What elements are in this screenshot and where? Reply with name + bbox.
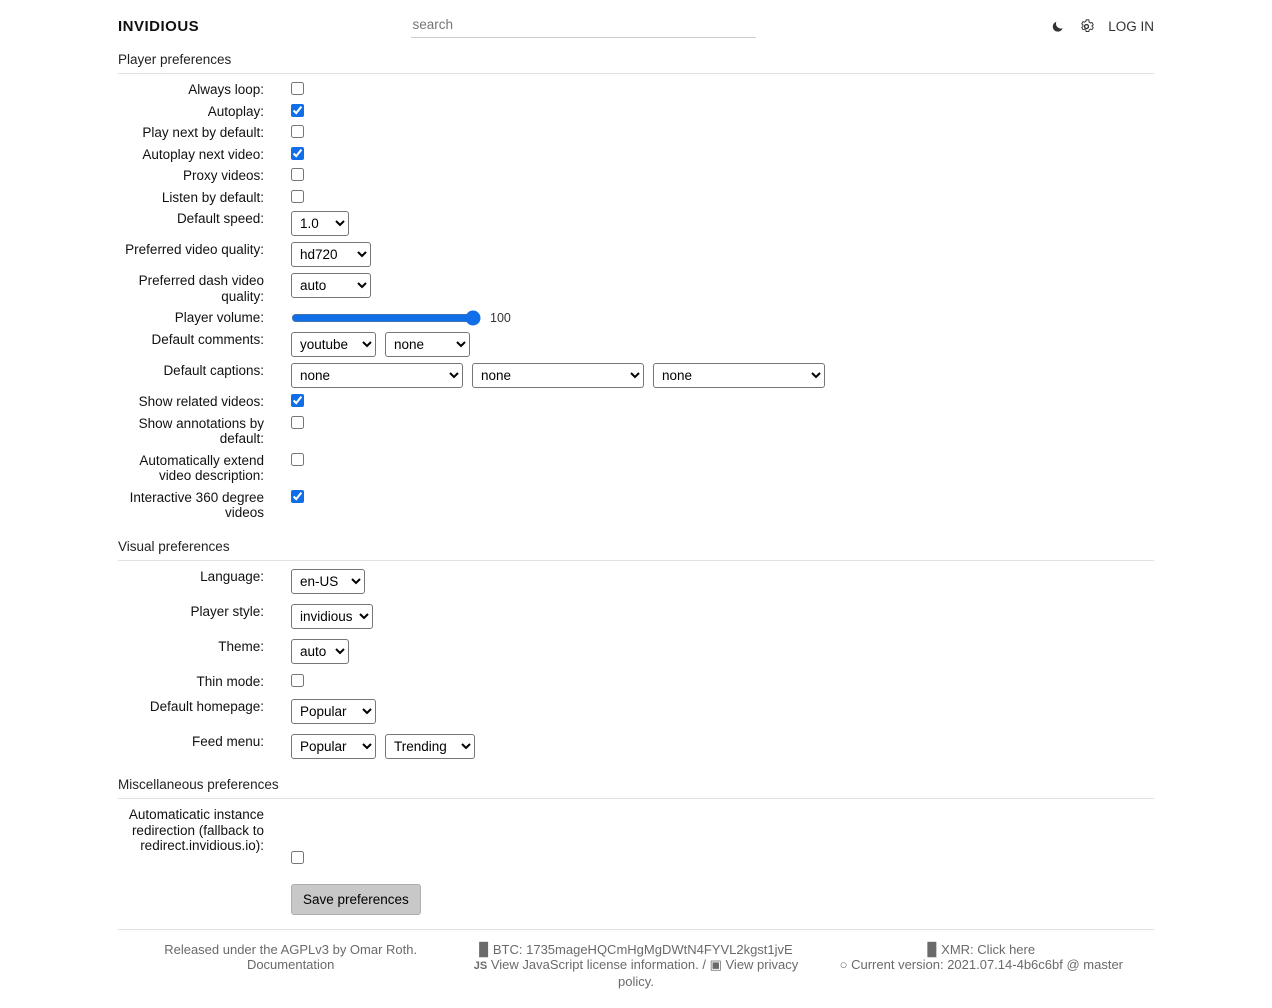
- pref-row-listen-by-default: [118, 190, 1154, 206]
- label-extend-description: Automatically extend video description:: [139, 452, 264, 483]
- footer-privacy-policy-link[interactable]: View privacy policy.: [618, 957, 799, 989]
- label-proxy-videos: Proxy videos:: [182, 168, 264, 183]
- footer-separator: /: [702, 957, 706, 972]
- pref-row-player-style: [118, 604, 1154, 629]
- label-preferred-dash-quality: Preferred dash video quality:: [138, 273, 264, 304]
- page-footer: [118, 929, 1154, 989]
- control-proxy-videos: [264, 168, 1154, 181]
- pref-row-default-captions: [118, 363, 1154, 388]
- footer-btc-text: BTC: 1735mageHQCmHgMgDWtN4FYVL2kgst1jvE: [492, 942, 793, 957]
- preferences-page: [0, 48, 1272, 915]
- footer-xmr-label: XMR:: [941, 942, 974, 957]
- pref-row-language: [118, 569, 1154, 594]
- select-preferred-dash-quality[interactable]: [291, 273, 371, 298]
- select-theme[interactable]: [291, 639, 349, 664]
- bitcoin-icon: ▉: [479, 942, 490, 957]
- monero-icon: ▉: [927, 942, 938, 957]
- save-row: [118, 884, 1154, 915]
- footer-btc-line: [471, 942, 800, 957]
- label-autoplay: Autoplay:: [207, 103, 264, 119]
- brand-logo[interactable]: INVIDIOUS: [118, 17, 200, 35]
- checkbox-auto-instance-redirect[interactable]: [291, 851, 304, 864]
- control-theme: [264, 639, 1154, 664]
- checkbox-autoplay-next-video[interactable]: [291, 147, 304, 160]
- player-volume-value: 100: [490, 311, 511, 325]
- select-default-captions-2[interactable]: [472, 363, 644, 388]
- label-default-captions: Default captions:: [163, 363, 264, 378]
- label-preferred-quality: Preferred video quality:: [125, 242, 264, 257]
- checkbox-extend-description[interactable]: [291, 453, 304, 466]
- control-feed-menu: [264, 734, 1154, 759]
- pref-row-play-next-by-default: [118, 125, 1154, 141]
- search-input[interactable]: [411, 14, 756, 38]
- control-preferred-dash-quality: [264, 273, 1154, 298]
- pref-row-feed-menu: [118, 734, 1154, 759]
- control-player-volume: [264, 310, 1154, 326]
- control-interactive-360: [264, 490, 1154, 503]
- document-icon: ▣: [709, 957, 722, 972]
- pref-row-preferred-quality: [118, 242, 1154, 267]
- pref-row-extend-description: [118, 453, 1154, 484]
- checkbox-always-loop[interactable]: [291, 82, 304, 95]
- checkbox-play-next-by-default[interactable]: [291, 125, 304, 138]
- label-auto-instance-redirect: Automaticatic instance redirection (fallback to redirect.invidious.io):: [128, 807, 264, 853]
- select-feed-menu-2[interactable]: [385, 734, 475, 759]
- gear-icon[interactable]: [1079, 19, 1094, 34]
- control-autoplay-next-video: [264, 147, 1154, 160]
- control-autoplay: [264, 104, 1154, 117]
- pref-row-default-speed: [118, 211, 1154, 236]
- control-always-loop: [264, 82, 1154, 95]
- footer-license-text: Released under the AGPLv3 by Omar Roth.: [164, 942, 418, 957]
- control-default-comments: [264, 332, 1154, 357]
- label-player-style: Player style:: [190, 603, 264, 619]
- control-thin-mode: [264, 674, 1154, 687]
- slider-player-volume[interactable]: [291, 310, 481, 326]
- pref-row-always-loop: [118, 82, 1154, 98]
- pref-row-show-related-videos: [118, 394, 1154, 410]
- pref-row-proxy-videos: [118, 168, 1154, 184]
- checkbox-proxy-videos[interactable]: [291, 168, 304, 181]
- checkbox-thin-mode[interactable]: [291, 674, 304, 687]
- select-feed-menu-1[interactable]: [291, 734, 376, 759]
- footer-center: [463, 942, 808, 989]
- label-show-related-videos: Show related videos:: [138, 394, 264, 409]
- select-default-comments-1[interactable]: [291, 332, 376, 357]
- label-always-loop: Always loop:: [188, 82, 264, 97]
- pref-row-thin-mode: [118, 674, 1154, 690]
- pref-row-default-homepage: [118, 699, 1154, 724]
- control-language: [264, 569, 1154, 594]
- pref-row-theme: [118, 639, 1154, 664]
- navbar-left: [0, 18, 353, 35]
- control-show-annotations: [264, 416, 1154, 429]
- moon-icon[interactable]: [1051, 19, 1065, 33]
- control-extend-description: [264, 453, 1154, 466]
- login-link[interactable]: LOG IN: [1108, 18, 1154, 34]
- section-title-player: Player preferences: [118, 48, 1154, 74]
- checkbox-show-related-videos[interactable]: [291, 394, 304, 407]
- navbar-right: [813, 19, 1272, 34]
- footer-js-license-link[interactable]: View JavaScript license information.: [490, 957, 699, 972]
- select-default-homepage[interactable]: [291, 699, 376, 724]
- footer-version-link[interactable]: Current version: 2021.07.14-4b6c6bf @ master: [851, 957, 1124, 972]
- control-default-speed: [264, 211, 1154, 236]
- label-listen-by-default: Listen by default:: [161, 189, 264, 205]
- footer-js-line: [471, 957, 800, 989]
- navbar-center: [353, 14, 813, 38]
- select-default-captions-1[interactable]: [291, 363, 463, 388]
- footer-right: [809, 942, 1154, 989]
- pref-row-show-annotations: [118, 416, 1154, 447]
- checkbox-interactive-360[interactable]: [291, 490, 304, 503]
- control-show-related-videos: [264, 394, 1154, 407]
- select-default-speed[interactable]: [291, 211, 349, 236]
- footer-documentation-link[interactable]: Documentation: [246, 957, 335, 972]
- select-player-style[interactable]: [291, 604, 373, 629]
- pref-row-autoplay: [118, 104, 1154, 120]
- select-preferred-quality[interactable]: [291, 242, 371, 267]
- footer-version-line: [817, 957, 1146, 972]
- label-show-annotations: Show annotations by default:: [138, 415, 264, 446]
- control-preferred-quality: [264, 242, 1154, 267]
- javascript-badge-icon: JS: [473, 960, 488, 972]
- control-default-homepage: [264, 699, 1154, 724]
- pref-row-autoplay-next-video: [118, 147, 1154, 163]
- label-player-volume: Player volume:: [174, 310, 264, 325]
- save-preferences-button[interactable]: Save preferences: [291, 884, 421, 915]
- control-listen-by-default: [264, 190, 1154, 203]
- label-default-homepage: Default homepage:: [149, 699, 264, 714]
- checkbox-show-annotations[interactable]: [291, 416, 304, 429]
- label-interactive-360: Interactive 360 degree videos: [129, 489, 264, 520]
- footer-left: [118, 942, 463, 989]
- control-play-next-by-default: [264, 125, 1154, 138]
- label-theme: Theme:: [218, 638, 264, 654]
- pref-row-preferred-dash-quality: [118, 273, 1154, 304]
- footer-xmr-link[interactable]: Click here: [977, 942, 1036, 957]
- label-play-next-by-default: Play next by default:: [142, 125, 264, 140]
- pref-row-default-comments: [118, 332, 1154, 357]
- label-feed-menu: Feed menu:: [191, 734, 264, 749]
- pref-row-interactive-360: [118, 490, 1154, 521]
- label-autoplay-next-video: Autoplay next video:: [142, 146, 264, 162]
- section-title-misc: Miscellaneous preferences: [118, 773, 1154, 799]
- label-default-comments: Default comments:: [151, 332, 264, 347]
- select-default-captions-3[interactable]: [653, 363, 825, 388]
- pref-row-player-volume: [118, 310, 1154, 326]
- control-default-captions: [264, 363, 1154, 388]
- footer-xmr-line: [817, 942, 1146, 957]
- select-default-comments-2[interactable]: [385, 332, 470, 357]
- label-default-speed: Default speed:: [176, 211, 264, 226]
- control-auto-instance-redirect: [264, 807, 1154, 864]
- section-title-visual: Visual preferences: [118, 535, 1154, 561]
- search-form: [411, 14, 756, 38]
- pref-row-auto-instance-redirect: [118, 807, 1154, 864]
- control-player-style: [264, 604, 1154, 629]
- github-icon: ○: [839, 957, 848, 972]
- checkbox-listen-by-default[interactable]: [291, 190, 304, 203]
- label-thin-mode: Thin mode:: [196, 673, 264, 689]
- label-language: Language:: [200, 568, 264, 584]
- checkbox-autoplay[interactable]: [291, 104, 304, 117]
- top-navbar: [0, 0, 1272, 48]
- select-language[interactable]: [291, 569, 365, 594]
